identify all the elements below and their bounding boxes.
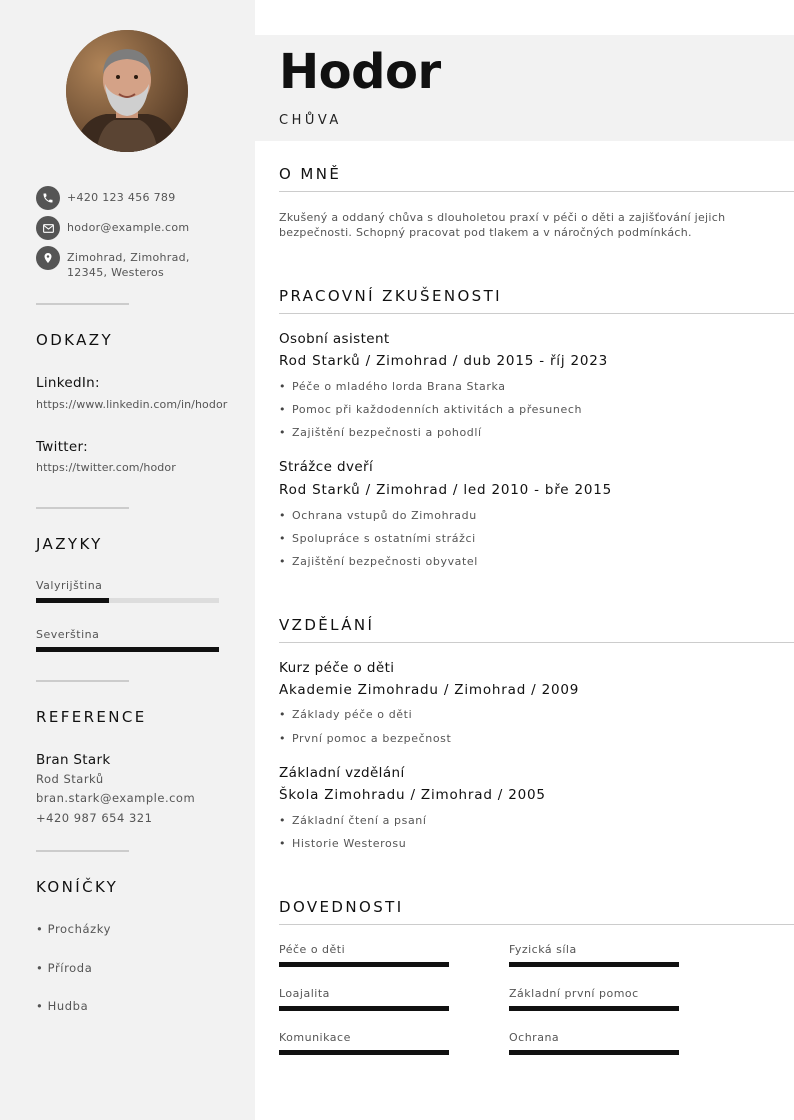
skill-fill [509, 962, 679, 967]
language-name: Severština [36, 628, 100, 641]
divider [36, 303, 129, 305]
education-bullet: • Základy péče o děti [279, 708, 412, 721]
divider [36, 507, 129, 509]
skill-fill [279, 1006, 449, 1011]
hobby-item: • Příroda [36, 961, 93, 975]
hobby-label: Příroda [47, 961, 93, 975]
skill-name: Loajalita [279, 987, 330, 1000]
contact-phone [36, 186, 176, 210]
reference-heading: REFERENCE [36, 708, 147, 726]
skill-bar [509, 1006, 679, 1011]
skill-name: Fyzická síla [509, 943, 577, 956]
twitter-url[interactable]: https://twitter.com/hodor [36, 461, 176, 474]
section-rule [279, 191, 794, 192]
job-position: Osobní asistent [279, 331, 390, 347]
section-rule [279, 924, 794, 925]
reference-email[interactable]: bran.stark@example.com [36, 791, 196, 805]
main-content [255, 0, 794, 1120]
skill-bar [279, 1050, 449, 1055]
language-level-fill [36, 598, 109, 603]
divider [36, 850, 129, 852]
skill-bar [279, 962, 449, 967]
job-organization: Rod Starků / Zimohrad / led 2010 - bře 2015 [279, 482, 613, 498]
about-text: Zkušený a oddaný chůva s dlouholetou praxí v péči o děti a zajišťování jejich bezpečnosti. Schopný pracovat pod tlakem a v náročných podmínkách. [279, 211, 726, 239]
mail-icon [36, 216, 60, 240]
hobby-label: Procházky [47, 922, 112, 936]
skill-bar [509, 962, 679, 967]
skill-name: Základní první pomoc [509, 987, 639, 1000]
divider [36, 680, 129, 682]
contact-email [36, 216, 189, 240]
linkedin-label: LinkedIn: [36, 375, 100, 391]
about-heading: O MNĚ [279, 165, 342, 183]
education-organization: Akademie Zimohradu / Zimohrad / 2009 [279, 682, 580, 698]
email-text[interactable]: hodor@example.com [67, 221, 190, 234]
skill-fill [509, 1050, 679, 1055]
avatar [66, 30, 188, 152]
job-title: CHŮVA [279, 113, 342, 128]
job-bullet: • Péče o mladého lorda Brana Starka [279, 380, 506, 393]
reference-org: Rod Starků [36, 772, 104, 786]
education-bullet: • Základní čtení a psaní [279, 814, 427, 827]
section-rule [279, 642, 794, 643]
address-text [67, 246, 190, 280]
location-pin-icon [36, 246, 60, 270]
contact-address [36, 246, 190, 280]
language-level-fill [36, 647, 219, 652]
sidebar [0, 0, 255, 1120]
linkedin-url[interactable]: https://www.linkedin.com/in/hodor [36, 398, 228, 411]
full-name: Hodor [279, 44, 441, 100]
skill-name: Komunikace [279, 1031, 351, 1044]
skill-fill [279, 962, 449, 967]
phone-text: +420 123 456 789 [67, 191, 176, 204]
hobby-item: • Hudba [36, 999, 89, 1013]
job-position: Strážce dveří [279, 459, 374, 475]
language-name: Valyrijština [36, 579, 103, 592]
education-bullet: • Historie Westerosu [279, 837, 406, 850]
job-organization: Rod Starků / Zimohrad / dub 2015 - říj 2023 [279, 353, 609, 369]
job-bullet: • Spolupráce s ostatními strážci [279, 532, 476, 545]
skill-fill [279, 1050, 449, 1055]
job-bullet: • Pomoc při každodenních aktivitách a přesunech [279, 403, 582, 416]
twitter-label: Twitter: [36, 439, 88, 455]
skill-name: Ochrana [509, 1031, 560, 1044]
education-heading: VZDĚLÁNÍ [279, 616, 375, 634]
job-bullet: • Zajištění bezpečnosti obyvatel [279, 555, 478, 568]
hobby-item: • Procházky [36, 922, 112, 936]
education-title: Základní vzdělání [279, 765, 405, 781]
avatar-photo-icon [66, 30, 188, 152]
skill-bar [509, 1050, 679, 1055]
job-bullet: • Ochrana vstupů do Zimohradu [279, 509, 477, 522]
education-title: Kurz péče o děti [279, 660, 395, 676]
skills-heading: DOVEDNOSTI [279, 898, 404, 916]
education-bullet: • První pomoc a bezpečnost [279, 732, 451, 745]
links-heading: ODKAZY [36, 331, 114, 349]
language-level-bar [36, 647, 219, 652]
reference-phone: +420 987 654 321 [36, 811, 153, 825]
skill-name: Péče o děti [279, 943, 346, 956]
phone-icon [36, 186, 60, 210]
address-line-2: 12345, Westeros [67, 266, 165, 279]
languages-heading: JAZYKY [36, 535, 103, 553]
skill-bar [279, 1006, 449, 1011]
hobbies-heading: KONÍČKY [36, 878, 119, 896]
skill-fill [509, 1006, 679, 1011]
section-rule [279, 313, 794, 314]
education-organization: Škola Zimohradu / Zimohrad / 2005 [279, 787, 546, 803]
reference-name: Bran Stark [36, 752, 111, 768]
hobby-label: Hudba [47, 999, 89, 1013]
language-level-bar [36, 598, 219, 603]
address-line-1: Zimohrad, Zimohrad, [67, 251, 190, 264]
experience-heading: PRACOVNÍ ZKUŠENOSTI [279, 287, 502, 305]
job-bullet: • Zajištění bezpečnosti a pohodlí [279, 426, 482, 439]
